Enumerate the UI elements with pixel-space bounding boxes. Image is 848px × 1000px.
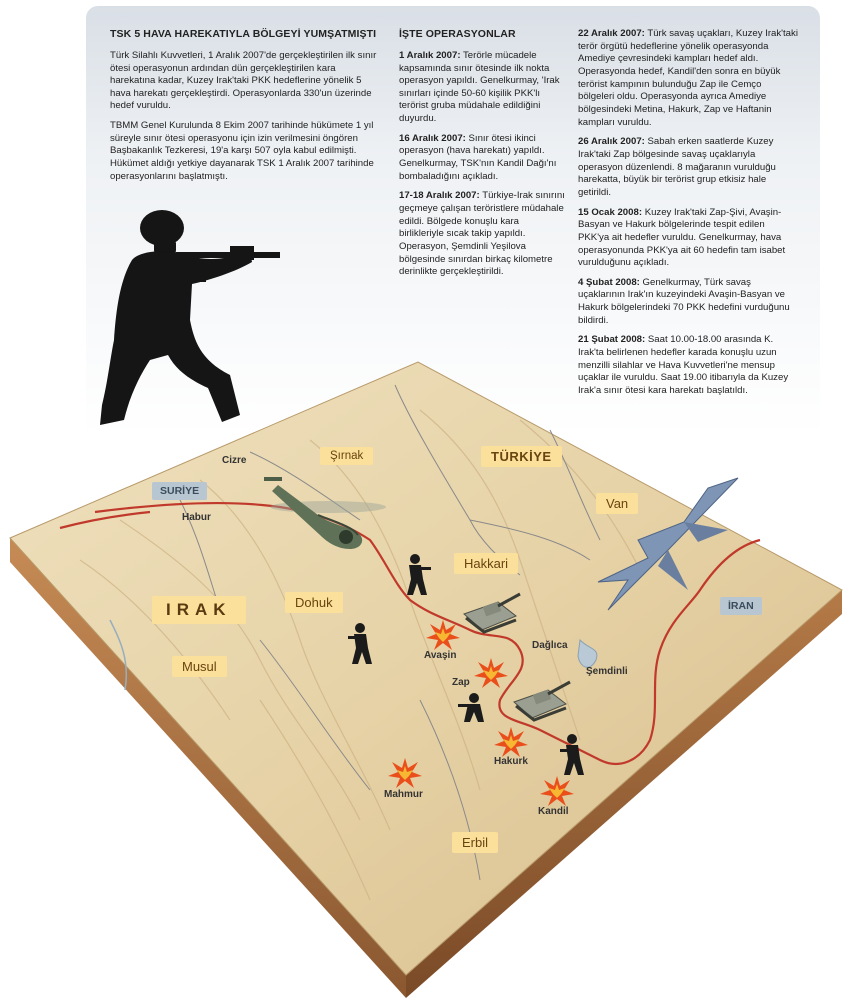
operations-title: İŞTE OPERASYONLAR: [399, 28, 516, 40]
soldier-silhouette: [80, 200, 280, 440]
operation-date: 26 Aralık 2007:: [578, 136, 645, 148]
operation-text: Türkiye-Irak sınırını geçmeye çalışan teröristlere müdahale edildi. Bölgede konuşlu kara birlikleriyle sıcak takip yapıldı. Operasyon, Şemdinli Yeşilova bölgesinde sınırdan birkaç kilometre derinlikte gerçekleştirildi.: [399, 190, 565, 278]
explosion-icon: [540, 776, 574, 806]
explosion-icon: [494, 727, 528, 757]
operation-text: Kuzey Irak'taki Zap-Şivi, Avaşin-Basyan ve Hakurk bölgelerinde tespit edilen PKK'ya ait hedefler vuruldu. Genelkurmay, hava operasyonunda PKK'ya ait 60 hedefin tam isabet vurulduğunu açıkladı.: [578, 206, 786, 269]
soldier-icon: [458, 692, 492, 724]
operation-date: 4 Şubat 2008:: [578, 276, 640, 288]
target-label-mahmur: Mahmur: [384, 789, 423, 800]
explosion-icon: [474, 658, 508, 688]
country-label-suriye: SURİYE: [152, 482, 207, 500]
tank-icon: [508, 676, 574, 726]
region-label-van: Van: [596, 493, 638, 514]
intro-paragraph: TBMM Genel Kurulunda 8 Ekim 2007 tarihinde hükümete 1 yıl süreyle sınır ötesi operasyonu için izin verilmesini öngören Başbakanlık Tezkeresi, 19'a karşı 507 oyla kabul edilmişti. Hükümet aldığı yetkiye dayanarak TSK 1 Aralık 2007 tarihinde operasyonlarını başlatmıştı.: [110, 120, 374, 182]
soldier-icon: [560, 733, 590, 777]
helicopter-icon: [258, 465, 388, 565]
country-label-turkiye: TÜRKİYE: [481, 446, 562, 467]
target-label-zap: Zap: [452, 677, 470, 688]
intro-paragraph: Türk Silahlı Kuvvetleri, 1 Aralık 2007'de gerçekleştirilen ilk sınır ötesi operasyonun ardından dün gerçekleştirilen kara harekatına kadar, Kuzey Irak'taki PKK hedeflerine yönelik 5 hava harekatı gerçekleştirdi. Operasyonlarda 330'un üzerinde hedef vuruldu.: [110, 49, 377, 112]
operation-date: 15 Ocak 2008:: [578, 206, 643, 218]
town-label-habur: Habur: [182, 512, 211, 523]
region-label-musul: Musul: [172, 656, 227, 677]
target-label-hakurk: Hakurk: [494, 756, 528, 767]
country-label-irak: IRAK: [152, 596, 246, 624]
target-label-avasin: Avaşin: [424, 650, 457, 661]
page-title: TSK 5 HAVA HAREKATIYLA BÖLGEYİ YUMŞATMIŞTI: [110, 28, 377, 40]
target-label-kandil: Kandil: [538, 806, 569, 817]
tank-icon: [458, 588, 524, 638]
region-label-dohuk: Dohuk: [285, 592, 343, 613]
country-label-iran: İRAN: [720, 597, 762, 615]
region-label-sirnak: Şırnak: [320, 447, 373, 465]
town-label-semdinli: Şemdinli: [586, 666, 628, 677]
explosion-icon: [426, 620, 460, 650]
soldier-icon: [403, 553, 433, 597]
explosion-icon: [388, 758, 422, 788]
operation-text: Sınır ötesi ikinci operasyon (hava harekatı) yapıldı. Genelkurmay, TSK'nın Kandil Dağı'nı bombaladığını açıkladı.: [399, 132, 557, 182]
soldier-icon: [348, 622, 378, 666]
operation-date: 17-18 Aralık 2007:: [399, 190, 480, 202]
map-terrain: [10, 362, 842, 975]
region-label-hakkari: Hakkari: [454, 553, 518, 574]
operation-date: 1 Aralık 2007:: [399, 49, 461, 61]
operation-text: Türk savaş uçakları, Kuzey Irak'taki terör örgütü hedeflerine yönelik operasyonda Amediye çevresindeki kampları hedef aldı. Operasyonda hedef, Kandil'den sonra en büyük terörist kampının bulunduğu Zap ile Cemço bölgeleri oldu. Operasyonda ayrıca Amediye bölgesindeki Metina, Hakurk, Zap ve Haftanin kampları vuruldu.: [578, 28, 798, 128]
operation-text: Sabah erken saatlerde Kuzey Irak'taki Zap bölgesinde savaş uçaklarıyla operasyon düzenlendi. 8 mağaranın vurulduğu harekatta, büyük bir terörist grup etkisiz hale getirildi.: [578, 136, 776, 198]
town-label-daglica: Dağlıca: [532, 640, 568, 651]
operation-text: Terörle mücadele kapsamında sınır ötesinde ilk nokta operasyon yapıldı. Genelkurmay, 'Irak sınırları içinde 50-60 kişilik PKK'lı terörist gruba müdahale edildiğini duyurdu.: [399, 49, 560, 125]
region-label-erbil: Erbil: [452, 832, 498, 853]
operation-text: Saat 10.00-18.00 arasında K. Irak'ta belirlenen hedefler karada konuşlu uzun menzilli silahlar ve Hava Kuvvetleri'ne mensup uçaklar ile vuruldu. Saat 19.00 itibarıyla da Kuzey Irak'a sınır ötesi kara harekatı başlatıldı.: [578, 334, 789, 397]
operation-date: 22 Aralık 2007:: [578, 28, 645, 39]
operation-text: Genelkurmay, Türk savaş uçaklarının Irak'ın kuzeyindeki Avaşin-Basyan ve Hakurk bölgelerindeki 70 PKK hedefini vurduğunu bildirdi.: [578, 276, 790, 326]
operation-date: 21 Şubat 2008:: [578, 334, 646, 346]
town-label-cizre: Cizre: [222, 455, 247, 466]
operation-date: 16 Aralık 2007:: [399, 132, 466, 144]
